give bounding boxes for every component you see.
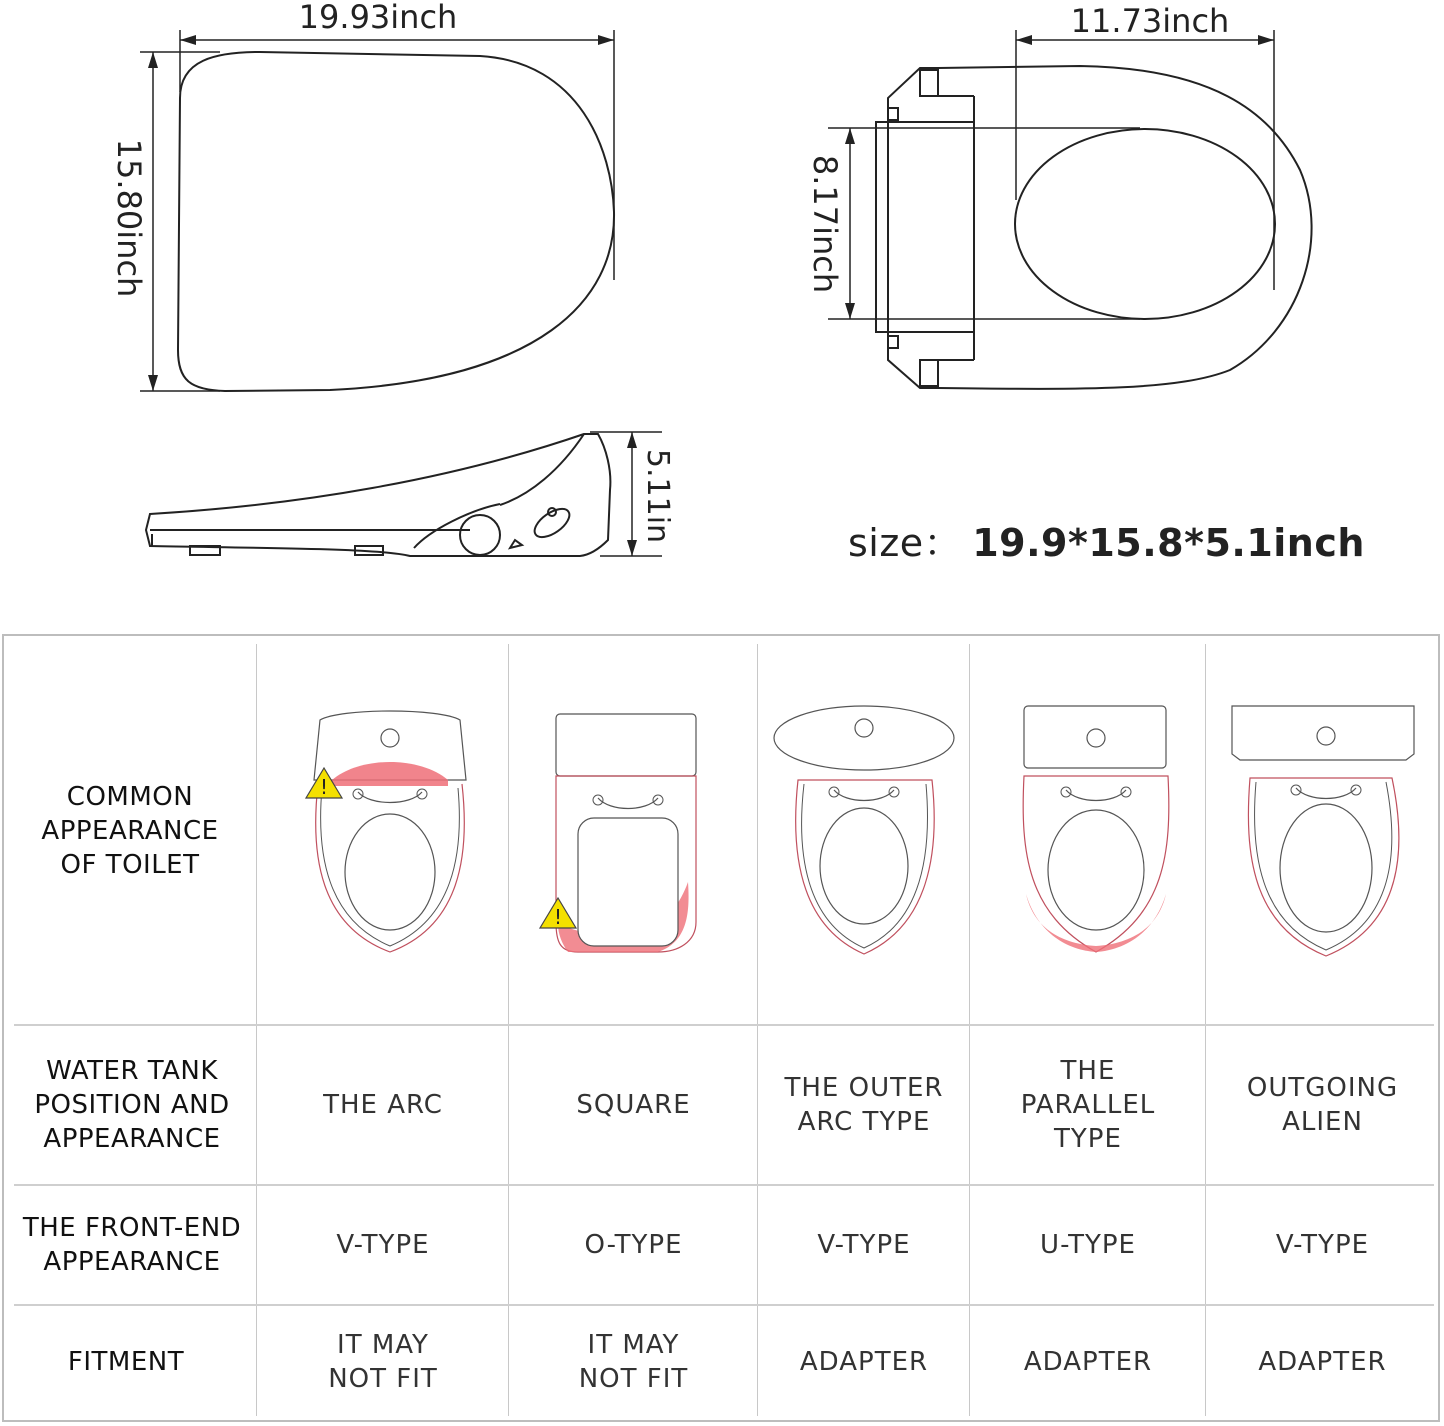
toilet-outer-arc-illustration bbox=[770, 704, 960, 958]
svg-text:!: ! bbox=[553, 905, 563, 929]
front-cell-3: V-TYPE bbox=[817, 1230, 911, 1260]
svg-text:!: ! bbox=[319, 775, 329, 799]
fitment-cell-3: ADAPTER bbox=[799, 1347, 929, 1377]
row-header-front: THE FRONT-END APPEARANCE bbox=[22, 1213, 242, 1277]
fitment-cell-2: IT MAY NOT FIT bbox=[578, 1330, 689, 1394]
top-width-label: 19.93inch bbox=[298, 0, 458, 36]
grid-line bbox=[757, 644, 758, 1416]
tank-cell-5: OUTGOING ALIEN bbox=[1246, 1073, 1399, 1137]
seat-bottom-view bbox=[938, 66, 1312, 389]
tank-cell-3: THE OUTER ARC TYPE bbox=[784, 1073, 944, 1137]
opening-width-label: 8.17inch bbox=[806, 154, 844, 294]
toilet-arc-illustration bbox=[300, 706, 480, 958]
fitment-cell-5: ADAPTER bbox=[1258, 1347, 1387, 1377]
toilet-alien-illustration bbox=[1230, 704, 1416, 958]
bottom-width-label: 11.73inch bbox=[1070, 2, 1230, 40]
front-cell-2: O-TYPE bbox=[584, 1230, 683, 1260]
toilet-square-illustration bbox=[538, 712, 708, 958]
front-cell-1: V-TYPE bbox=[336, 1230, 430, 1260]
side-height-label: 5.11in bbox=[640, 448, 675, 544]
fitment-cell-4: ADAPTER bbox=[1023, 1347, 1153, 1377]
grid-line bbox=[1205, 644, 1206, 1416]
front-cell-4: U-TYPE bbox=[1040, 1230, 1136, 1260]
row-header-appearance: COMMON APPEARANCE OF TOILET bbox=[41, 782, 219, 880]
row-header-fitment: FITMENT bbox=[67, 1347, 185, 1377]
size-summary bbox=[848, 512, 1365, 567]
fitment-cell-1: IT MAY NOT FIT bbox=[328, 1330, 438, 1394]
seat-opening bbox=[1015, 129, 1275, 319]
front-cell-5: V-TYPE bbox=[1275, 1230, 1370, 1260]
grid-line bbox=[969, 644, 970, 1416]
tank-cell-1: THE ARC bbox=[323, 1090, 443, 1120]
top-depth-label: 15.80inch bbox=[110, 138, 148, 298]
size-value: 19.9*15.8*5.1inch bbox=[972, 521, 1365, 565]
size-label: size： bbox=[848, 521, 963, 565]
grid-line bbox=[508, 644, 509, 1416]
toilet-parallel-illustration bbox=[1018, 704, 1174, 958]
seat-top-view bbox=[178, 52, 614, 391]
tank-cell-2: SQUARE bbox=[576, 1090, 691, 1120]
row-header-tank: WATER TANK POSITION AND APPEARANCE bbox=[34, 1056, 230, 1154]
compatibility-table bbox=[2, 634, 1440, 1422]
tank-cell-4: THE PARALLEL TYPE bbox=[1020, 1056, 1156, 1154]
